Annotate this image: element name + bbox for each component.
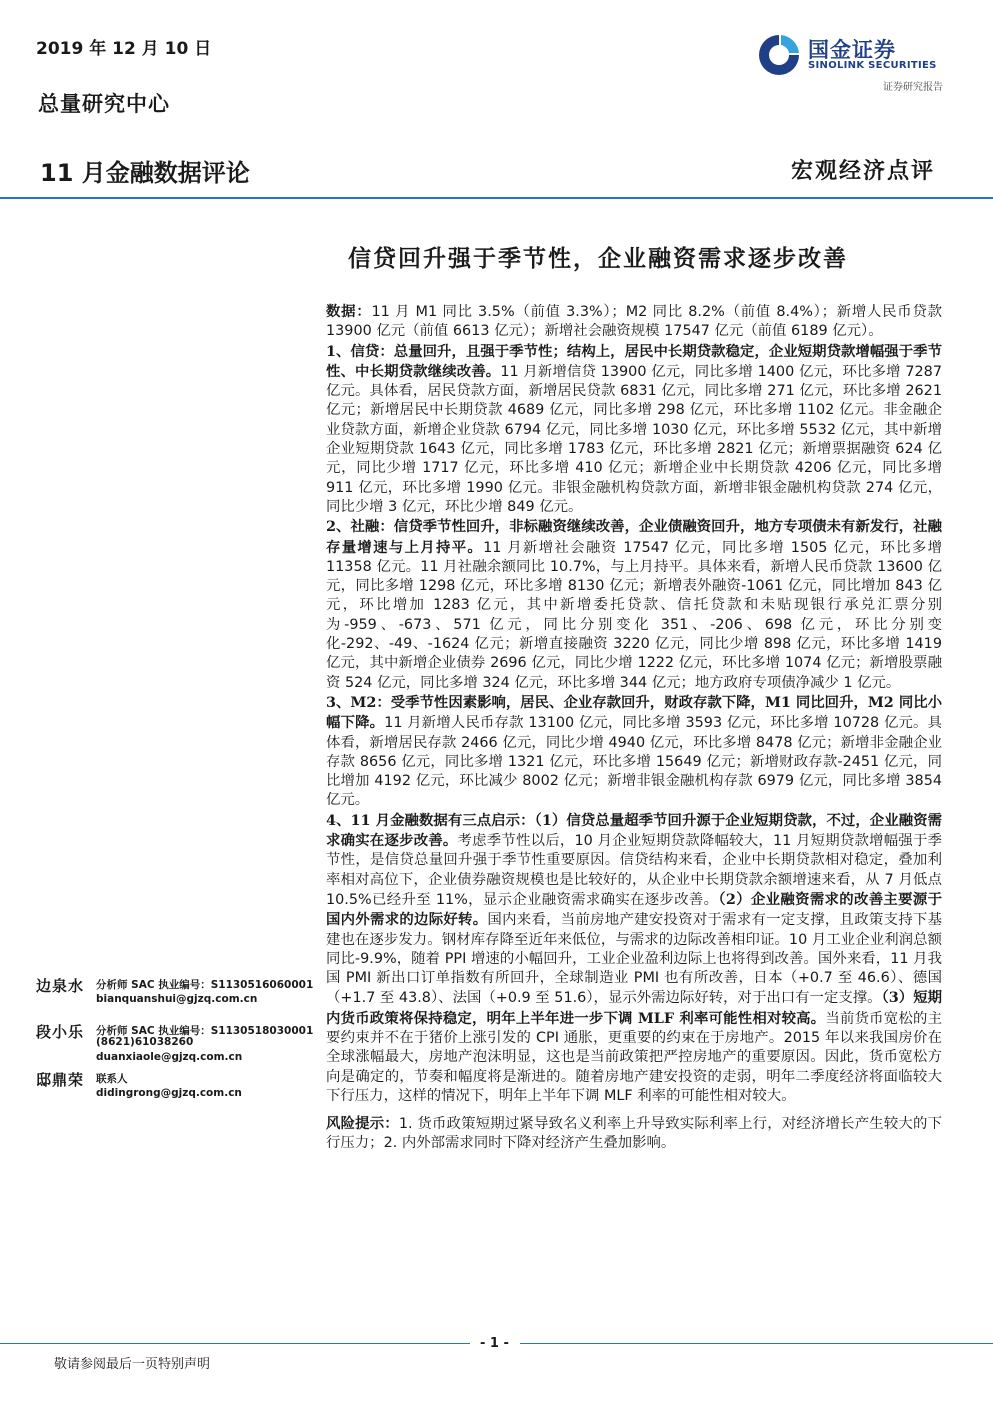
paragraph-lead: 4、11 月金融数据有三点启示：（1）信贷总量超季节回升源于企业短期贷款，不过，企业融资需求确实在逐步改善。 [326,811,942,850]
analyst-name: 边泉水 [36,977,85,995]
report-date: 2019 年 12 月 10 日 [36,39,212,59]
paragraph-lead: 2、社融：信贷季节性回升，非标融资继续改善，企业债融资回升，地方专项债未有新发行，社融存量增速与上月持平。 [326,518,942,556]
paragraph-text: 11 月新增社会融资 17547 亿元，同比多增 1505 亿元，环比多增 11358 亿元。11 月社融余额同比 10.7%，与上月持平。具体来看，新增人民币贷款 13600 亿元，同比多增 1298 亿元，环比多增 8130 亿元；新增表外融资-1061 亿元，同比增加 843 亿元，环比增加 1283 亿元，其中新增委托贷款、信托贷款和未贴现银行承兑汇票分别为-959、-673、571 亿元，同比分别变化 351、-206、698 亿元，环比分别变化-292、-49、-1624 亿元；新增直接融资 3220 亿元，同比少增 898 亿元，环比多增 1419 亿元，其中新增企业债券 2696 亿元，同比少增 1222 亿元，环比多增 1074 亿元；新增股票融资 524 亿元，同比多增 324 亿元，环比多增 344 亿元；地方政府专项债净减少 1 亿元。 [326,539,942,691]
analyst-email: duanxiaole@gjzq.com.cn [96,1051,243,1063]
report-category: 宏观经济点评 [790,158,935,184]
header-divider [0,197,993,199]
paragraph-m2 [326,693,942,811]
paragraph-lead: 3、M2：受季节性因素影响，居民、企业存款回升，财政存款下降，M1 同比回升，M2 同比小幅下降。 [326,693,942,732]
footer-divider [0,1343,470,1344]
paragraph-text-2: 国内来看，当前房地产建安投资对于需求有一定支撑，且政策支持下基建也在逐步发力。钢材库存降至近年来低位，与需求的边际改善相印证。10 月工业企业利润总额同比-9.9%，随着 PPI 增速的小幅回升，工业企业盈利边际上也将得到改善。国外来看，11 月我国 PMI 新出口订单指数有所回升，全球制造业 PMI 也有所改善，日本（+0.7 至 46.6）、德国（+1.7 至 43.8）、法国（+0.9 至 51.6），显示外需边际好转，对于出口有一定支撑。 [326,912,942,1007]
analyst-email: bianquanshui@gjzq.com.cn [96,993,258,1005]
risk-warning [326,1114,942,1154]
report-tag: 证券研究报告 [883,82,943,93]
paragraph-lead: 1、信贷：总量回升，且强于季节性；结构上，居民中长期贷款稳定，企业短期贷款增幅强于季节性、中长期贷款继续改善。 [326,342,942,380]
analyst-phone: (8621)61038260 [96,1036,194,1048]
analyst-email: didingrong@gjzq.com.cn [96,1087,242,1099]
paragraph-implications [326,811,942,1106]
analyst-name: 段小乐 [36,1023,85,1041]
brand-name: 国金证券 [808,38,896,62]
paragraph-lead: 数据： [326,303,372,320]
headline: 信贷回升强于季节性，企业融资需求逐步改善 [348,245,848,272]
paragraph-data [326,302,942,342]
analyst-role: 分析师 SAC 执业编号：S1130516060001 [96,979,314,991]
footer-disclaimer: 敬请参阅最后一页特别声明 [54,1357,211,1372]
analyst-role: 联系人 [96,1073,128,1085]
report-title: 11 月金融数据评论 [40,159,250,187]
paragraph-lead-3: （3）短期内货币政策将保持稳定，明年上半年进一步下调 MLF 利率可能性相对较高。 [326,989,942,1027]
footer-divider [520,1343,993,1344]
risk-label: 风险提示： [326,1115,399,1133]
brand-logo [756,30,946,80]
paragraph-credit [326,342,942,518]
report-body [326,302,942,1154]
brand-name-en: SINOLINK SECURITIES [808,60,937,71]
paragraph-text: 11 月新增人民币存款 13100 亿元，同比多增 3593 亿元，环比多增 10728 亿元。具体看，新增居民存款 2466 亿元，同比少增 4940 亿元，环比多增 8478 亿元；新增非金融企业存款 8656 亿元，同比多增 1321 亿元，环比多增 15649 亿元；新增财政存款-2451 亿元，同比增加 4192 亿元，环比减少 8002 亿元；新增非银金融机构存款 6979 亿元，同比多增 3854 亿元。 [326,715,942,809]
analyst-role: 分析师 SAC 执业编号：S1130518030001 [96,1025,314,1037]
paragraph-social-financing [326,517,942,693]
analyst-name: 邸鼎荣 [36,1071,85,1089]
sinolink-logo-icon [756,32,802,78]
paragraph-text: 11 月 M1 同比 3.5%（前值 3.3%）；M2 同比 8.2%（前值 8.4%）；新增人民币贷款 13900 亿元（前值 6613 亿元）；新增社会融资规模 17547 亿元（前值 6189 亿元）。 [326,304,942,340]
paragraph-lead-2: （2）企业融资需求的改善主要源于国内外需求的边际好转。 [326,890,942,929]
research-center: 总量研究中心 [38,91,170,116]
risk-text: 1. 货币政策短期过紧导致名义利率上升导致实际利率上行，对经济增长产生较大的下行压力；2. 内外部需求同时下降对经济产生叠加影响。 [326,1116,942,1152]
paragraph-text: 考虑季节性以后，10 月企业短期贷款降幅较大，11 月短期贷款增幅强于季节性，是信贷总量回升强于季节性重要原因。信贷结构来看，企业中长期贷款相对稳定，叠加利率相对高位下，企业债券融资规模也是比较好的，从企业中长期贷款余额增速来看，从 7 月低点 10.5%已经升至 11%，显示企业融资需求确实在逐步改善。 [326,833,942,908]
paragraph-text: 11 月新增信贷 13900 亿元，同比多增 1400 亿元，环比多增 7287 亿元。具体看，居民贷款方面，新增居民贷款 6831 亿元，同比多增 271 亿元，环比多增 2621 亿元；新增居民中长期贷款 4689 亿元，同比多增 298 亿元，环比多增 1102 亿元。非金融企业贷款方面，新增企业贷款 6794 亿元，同比多增 1030 亿元，环比多增 5532 亿元，其中新增企业短期贷款 1643 亿元，同比多增 1783 亿元，环比多增 2821 亿元；新增票据融资 624 亿元，同比少增 1717 亿元，环比多增 410 亿元；新增企业中长期贷款 4206 亿元，同比多增 911 亿元，环比多增 1990 亿元。非银金融机构贷款方面，新增非银金融机构贷款 274 亿元，同比少增 3 亿元，环比少增 849 亿元。 [326,363,942,515]
paragraph-text-3: 当前货币宽松的主要约束并不在于猪价上涨引发的 CPI 通胀，更重要的约束在于房地产。2015 年以来我国房价在全球涨幅最大，房地产泡沫明显，这也是当前政策把严控房地产的重要原因。因此，货币宽松方向是确定的，节奏和幅度将是渐进的。随着房地产建安投资的走弱，明年二季度经济将面临较大下行压力，这样的情况下，明年上半年下调 MLF 利率的可能性相对较大。 [326,1010,942,1104]
page-number: - 1 - [480,1336,509,1351]
